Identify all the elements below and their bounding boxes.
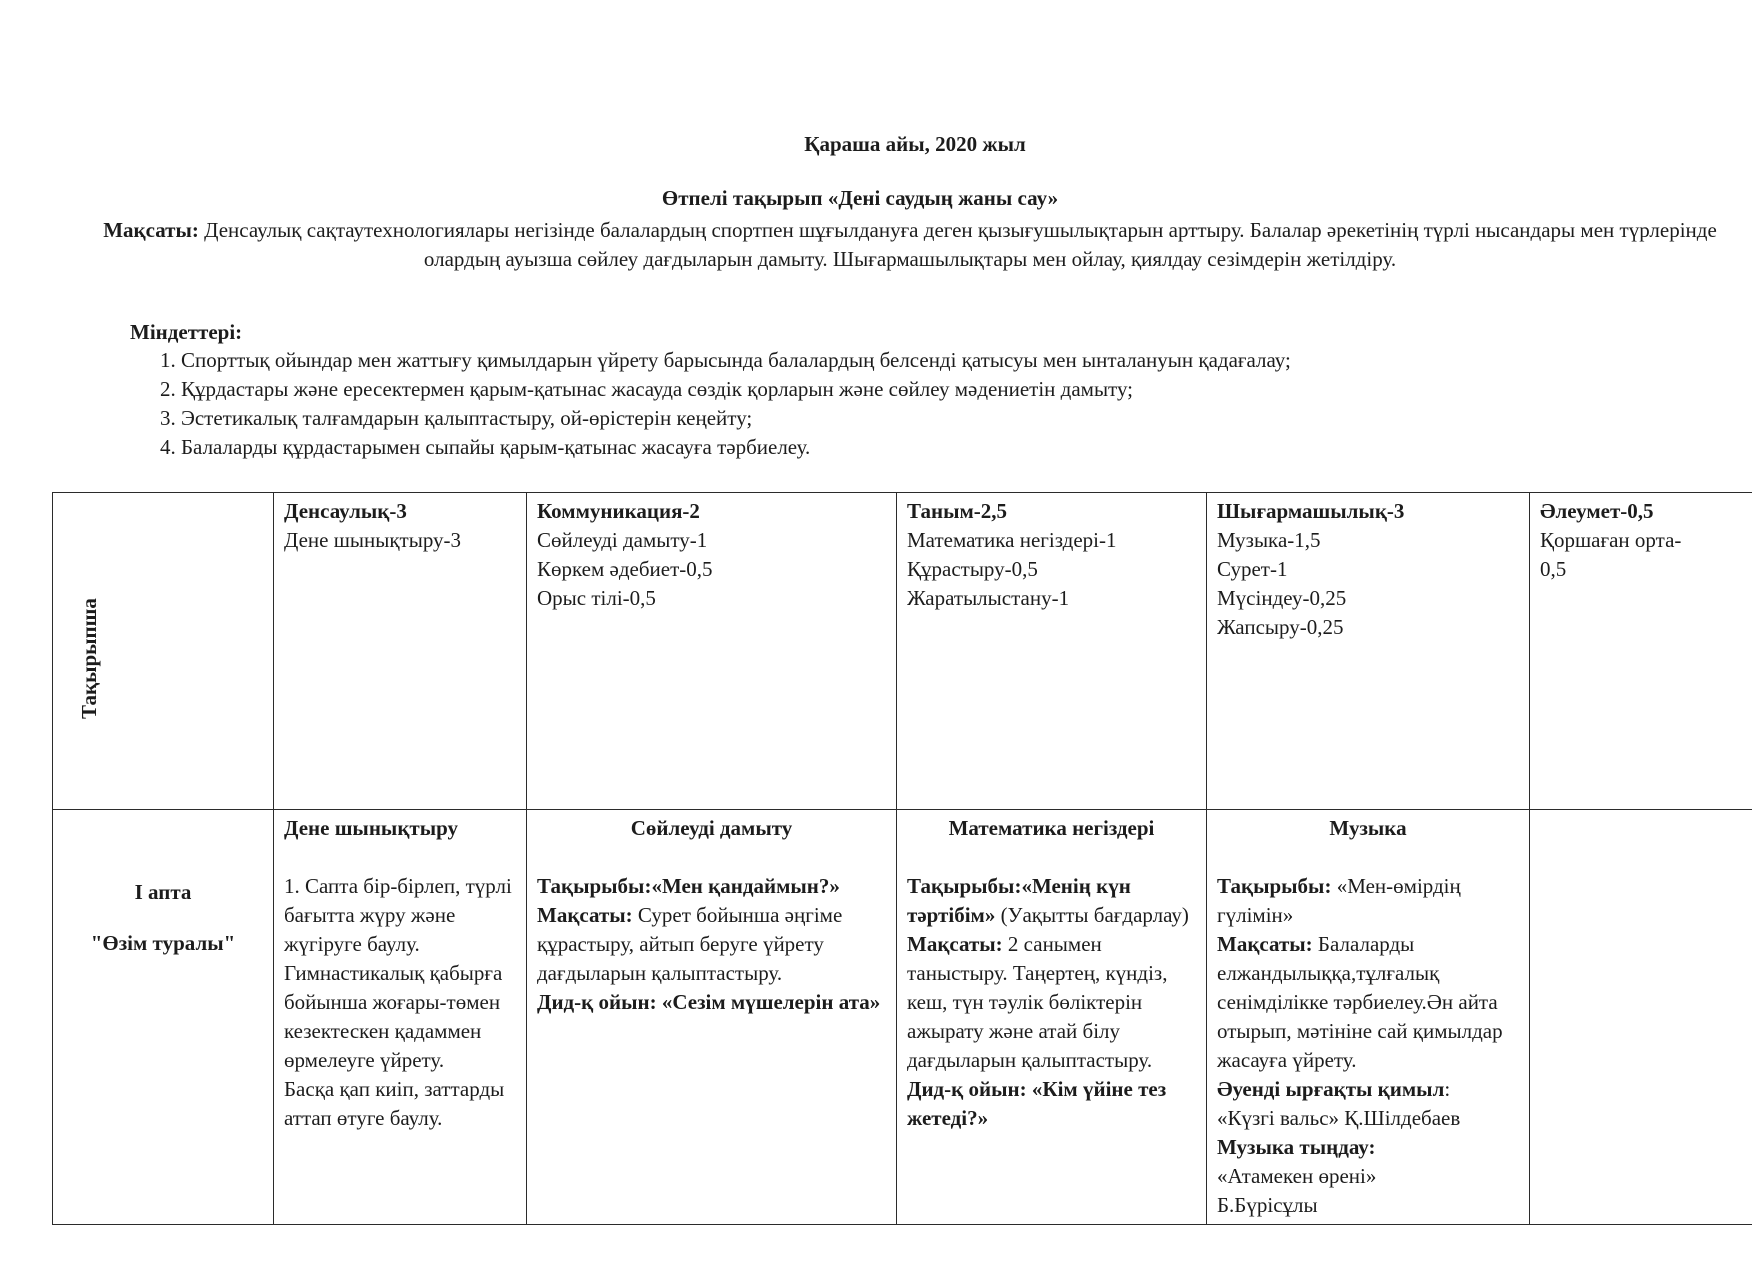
area-communication xyxy=(527,493,897,810)
lesson-topic-text: «Мен-өмірдің гүлімін» xyxy=(1217,874,1461,927)
area-social xyxy=(1530,493,1752,810)
areas-row xyxy=(53,493,1752,810)
lesson-topic-text: (Уақытты бағдарлау) xyxy=(995,903,1189,927)
speech-lesson-cell xyxy=(527,810,897,1225)
lesson-goal-label: Мақсаты: xyxy=(537,903,633,927)
lesson-subject: Музыка xyxy=(1329,816,1407,840)
lesson-goal-text: Балаларды елжандылыққа,тұлғалық сенімділікке тәрбиелеу.Ән айта отырып, мәтініне сай қимылдар жасауға үйрету. xyxy=(1217,932,1503,1072)
area-item: Құрастыру-0,5 xyxy=(907,557,1038,581)
task-item: 3. Эстетикалық талғамдарын қалыптастыру, ой-өрістерін кеңейту; xyxy=(160,406,753,430)
task-item: 4. Балаларды құрдастарымен сыпайы қарым-қатынас жасауға тәрбиелеу. xyxy=(160,435,811,459)
pe-lesson-cell xyxy=(274,810,527,1225)
tasks-list xyxy=(160,346,1291,462)
rhythm-colon: : xyxy=(1444,1077,1451,1101)
area-item: Математика негіздері-1 xyxy=(907,528,1117,552)
tasks-title: Міндеттері: xyxy=(130,320,243,344)
social-lesson-cell xyxy=(1530,810,1752,1225)
task-item: 2. Құрдастары және ересектермен қарым-қатынас жасауда сөздік қорларын және сөйлеу мәдениетін дамыту; xyxy=(160,377,1134,401)
goal-text: Денсаулық сақтаутехнологиялары негізінде балалардың спортпен шұғылдануға деген қызығушылықтарын арттыру. Балалар әрекетінің түрлі нысандары мен түрлерінде олардың ауызша сөйлеу дағдыларын дамыту. Шығармашылықтары мен ойлау, қиялдау сезімдерін жетілдіру. xyxy=(198,218,1717,271)
lesson-goal-label: Мақсаты: xyxy=(1217,932,1313,956)
area-item: Музыка-1,5 xyxy=(1217,528,1321,552)
week-number: І апта xyxy=(134,880,192,904)
area-item: Орыс тілі-0,5 xyxy=(537,586,656,610)
lesson-text: Басқа қап киіп, заттарды аттап өтуге баулу. xyxy=(284,1077,505,1130)
area-health xyxy=(274,493,527,810)
subtopic-label: Тақырыпша xyxy=(77,598,101,719)
lesson-subject: Математика негіздері xyxy=(948,816,1155,840)
area-creativity xyxy=(1207,493,1530,810)
subtopic-header-cell xyxy=(53,493,274,810)
page-date: Қараша айы, 2020 жыл xyxy=(804,132,1026,156)
area-item: Мүсіндеу-0,25 xyxy=(1217,586,1347,610)
lesson-goal-text: 2 санымен таныстыру. Таңертең, күндіз, кеш, түн тәулік бөліктерін ажырату және атай білу дағдыларын қалыптастыру. xyxy=(907,932,1168,1072)
area-cognition xyxy=(897,493,1207,810)
lesson-topic: Тақырыбы: xyxy=(1217,874,1332,898)
listen-text: «Атамекен өрені» xyxy=(1217,1164,1377,1188)
lesson-subject: Сөйлеуді дамыту xyxy=(630,816,793,840)
music-lesson-cell xyxy=(1207,810,1530,1225)
lesson-game: Дид-қ ойын: «Кім үйіне тез жетеді?» xyxy=(907,1077,1167,1130)
area-item: Қоршаған орта- xyxy=(1540,528,1682,552)
week-label-cell xyxy=(53,810,274,1225)
area-item: Жаратылыстану-1 xyxy=(907,586,1070,610)
area-item: Сөйлеуді дамыту-1 xyxy=(537,528,708,552)
week-topic: "Өзім туралы" xyxy=(90,931,236,955)
area-item: Сурет-1 xyxy=(1217,557,1288,581)
lesson-text: 1. Сапта бір-бірлеп, түрлі бағытта жүру және жүгіруге баулу. Гимнастикалық қабырға бойынша жоғары-төмен кезектескен қадаммен өрмелеуге үйрету. xyxy=(284,874,512,1072)
lesson-subject: Дене шынықтыру xyxy=(284,816,459,840)
lesson-game: Дид-қ ойын: «Сезім мүшелерін ата» xyxy=(537,990,881,1014)
rhythm-text: «Күзгі вальс» Қ.Шілдебаев xyxy=(1217,1106,1461,1130)
math-lesson-cell xyxy=(897,810,1207,1225)
lesson-topic: Тақырыбы:«Мен қандаймын?» xyxy=(537,874,840,898)
area-item: Көркем әдебиет-0,5 xyxy=(537,557,713,581)
task-item: 1. Спорттық ойындар мен жаттығу қимылдарын үйрету барысында балалардың белсенді қатысуы мен ынталануын қадағалау; xyxy=(160,348,1291,372)
area-item: 0,5 xyxy=(1540,557,1567,581)
area-title: Коммуникация-2 xyxy=(537,499,700,523)
lesson-topic: Тақырыбы:«Менің күн тәртібім» xyxy=(907,874,1131,927)
area-title: Әлеумет-0,5 xyxy=(1540,499,1654,523)
goal-paragraph xyxy=(100,216,1720,274)
area-title: Денсаулық-3 xyxy=(284,499,407,523)
area-title: Таным-2,5 xyxy=(907,499,1008,523)
area-item: Дене шынықтыру-3 xyxy=(284,528,462,552)
listen-label: Музыка тыңдау: xyxy=(1217,1135,1376,1159)
lesson-goal-text: Сурет бойынша әңгіме құрастыру, айтып беруге үйрету дағдыларын қалыптастыру. xyxy=(537,903,843,985)
area-title: Шығармашылық-3 xyxy=(1217,499,1405,523)
week-row xyxy=(53,810,1752,1225)
lesson-goal-label: Мақсаты: xyxy=(907,932,1003,956)
area-item: Жапсыру-0,25 xyxy=(1217,615,1344,639)
rhythm-label: Әуенді ырғақты қимыл xyxy=(1217,1077,1445,1101)
weekly-plan-table xyxy=(52,492,1752,1225)
listen-author: Б.Бүрісұлы xyxy=(1217,1193,1318,1217)
transitional-theme: Өтпелі тақырып «Дені саудың жаны сау» xyxy=(661,186,1059,210)
goal-label: Мақсаты: xyxy=(103,218,199,242)
